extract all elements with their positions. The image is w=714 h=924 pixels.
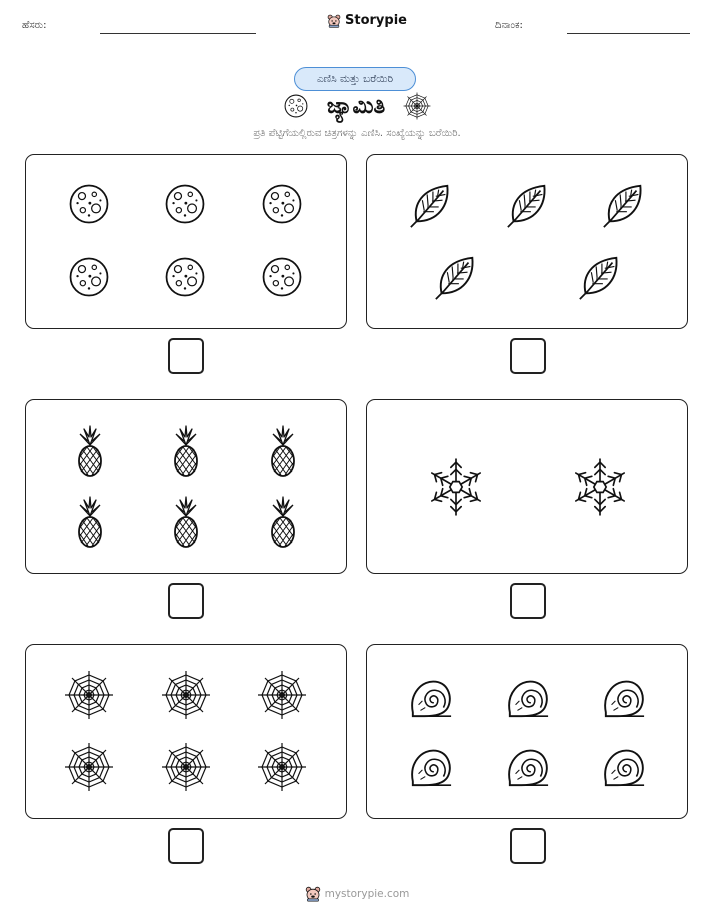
counting-panel xyxy=(25,644,347,819)
snail-shell-icon xyxy=(407,676,455,720)
pineapple-icon xyxy=(75,496,105,550)
counting-panel xyxy=(366,154,688,329)
counting-panel xyxy=(366,399,688,574)
date-label: ದಿನಾಂಕ: xyxy=(495,20,523,31)
counting-panel xyxy=(366,644,688,819)
leaf-icon xyxy=(600,180,648,230)
pineapple-icon xyxy=(75,425,105,479)
moon-icon xyxy=(67,182,111,226)
date-field[interactable] xyxy=(567,33,690,34)
moon-icon xyxy=(67,255,111,299)
footer-site: mystorypie.com xyxy=(324,888,410,900)
answer-box[interactable] xyxy=(510,828,546,864)
answer-box[interactable] xyxy=(168,583,204,619)
pineapple-icon xyxy=(171,425,201,479)
counting-panel xyxy=(25,154,347,329)
leaf-icon xyxy=(432,252,480,302)
moon-icon xyxy=(163,182,207,226)
bear-icon xyxy=(305,886,321,902)
snail-shell-icon xyxy=(407,745,455,789)
pineapple-icon xyxy=(268,496,298,550)
spiderweb-icon xyxy=(64,742,114,792)
leaf-icon xyxy=(407,180,455,230)
bear-icon xyxy=(327,14,341,28)
spiderweb-icon xyxy=(257,742,307,792)
title-row xyxy=(0,92,714,120)
snail-shell-icon xyxy=(600,676,648,720)
pineapple-icon xyxy=(268,425,298,479)
moon-icon xyxy=(163,255,207,299)
counting-panel xyxy=(25,399,347,574)
spiderweb-icon xyxy=(403,92,431,120)
answer-box[interactable] xyxy=(510,583,546,619)
brand-name: Storypie xyxy=(345,13,407,28)
name-field[interactable] xyxy=(100,33,256,34)
snail-shell-icon xyxy=(504,745,552,789)
answer-box[interactable] xyxy=(510,338,546,374)
snowflake-icon xyxy=(425,456,487,518)
spiderweb-icon xyxy=(161,742,211,792)
snail-shell-icon xyxy=(504,676,552,720)
footer xyxy=(0,886,714,902)
moon-icon xyxy=(283,93,309,119)
moon-icon xyxy=(260,182,304,226)
answer-box[interactable] xyxy=(168,828,204,864)
snail-shell-icon xyxy=(600,745,648,789)
name-label: ಹೆಸರು: xyxy=(22,20,47,31)
answer-box[interactable] xyxy=(168,338,204,374)
spiderweb-icon xyxy=(257,670,307,720)
spiderweb-icon xyxy=(64,670,114,720)
brand-logo xyxy=(327,13,407,28)
moon-icon xyxy=(260,255,304,299)
spiderweb-icon xyxy=(161,670,211,720)
instruction-text: ಪ್ರತಿ ಪೆಟ್ಟಿಗೆಯಲ್ಲಿರುವ ಚಿತ್ರಗಳನ್ನು ಎಣಿಸಿ. ಸಂಖ್ಯೆಯನ್ನು ಬರೆಯಿರಿ. xyxy=(253,128,461,139)
category-pill: ಎಣಿಸಿ ಮತ್ತು ಬರೆಯಿರಿ xyxy=(294,67,416,91)
leaf-icon xyxy=(504,180,552,230)
snowflake-icon xyxy=(569,456,631,518)
leaf-icon xyxy=(576,252,624,302)
pineapple-icon xyxy=(171,496,201,550)
page-title: ಜ್ಯಾಮಿತಿ xyxy=(326,93,386,119)
